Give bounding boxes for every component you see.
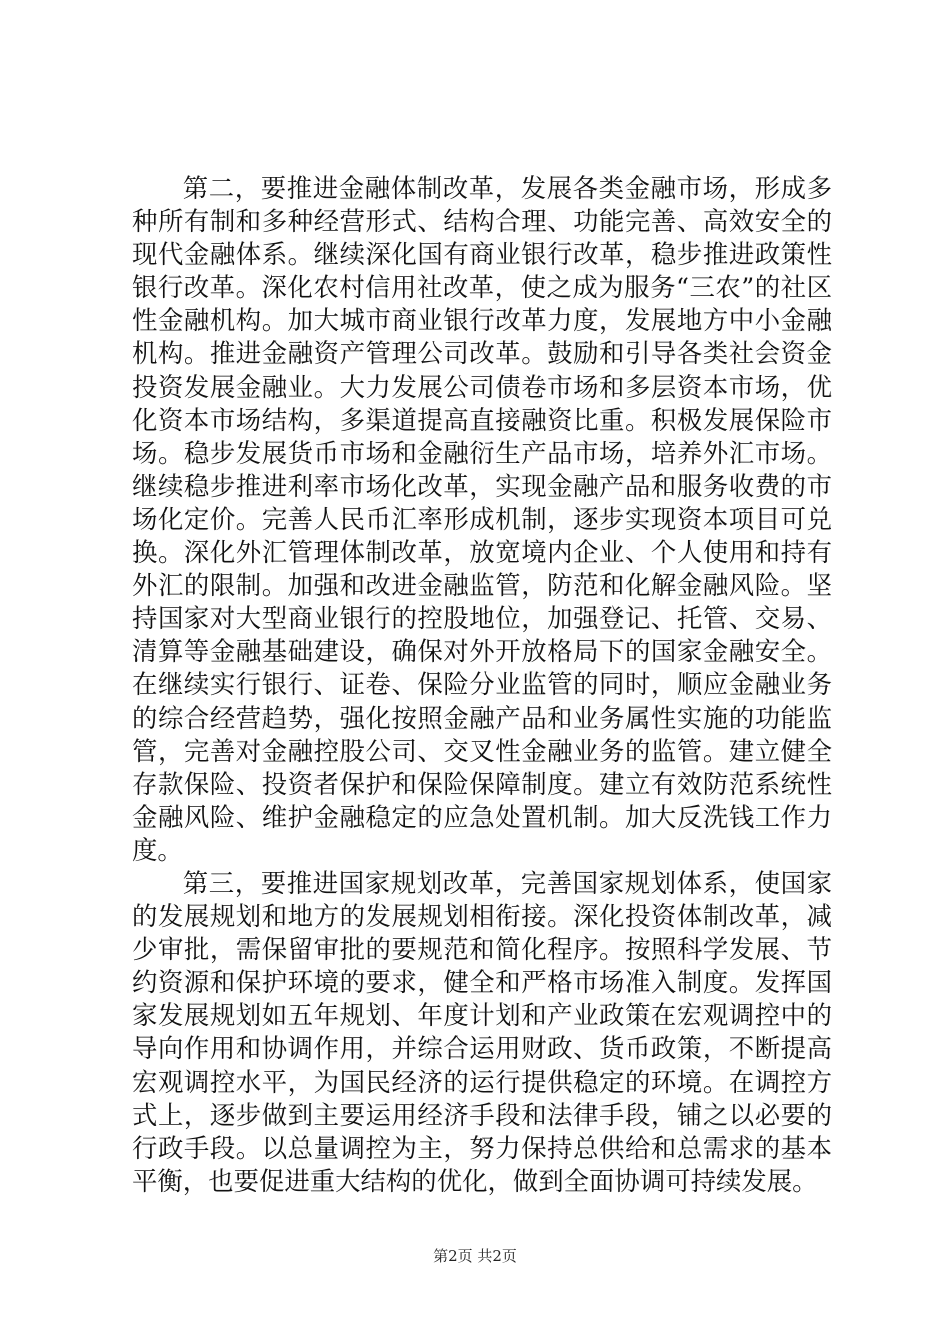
page-number-footer: 第2页 共2页 — [433, 1247, 517, 1265]
document-body — [132, 172, 832, 1198]
paragraph-planning-reform: 第三，要推进国家规划改革，完善国家规划体系，使国家的发展规划和地方的发展规划相衔接。深化投资体制改革，减少审批，需保留审批的要规范和简化程序。按照科学发展、节约资源和保护环境的要求，健全和严格市场准入制度。发挥国家发展规划如五年规划、年度计划和产业政策在宏观调控中的导向作用和协调作用，并综合运用财政、货币政策，不断提高宏观调控水平，为国民经济的运行提供稳定的环境。在调控方式上，逐步做到主要运用经济手段和法律手段，铺之以必要的行政手段。以总量调控为主，努力保持总供给和总需求的基本平衡，也要促进重大结构的优化，做到全面协调可持续发展。 — [132, 867, 832, 1196]
paragraph-financial-reform: 第二，要推进金融体制改革，发展各类金融市场，形成多种所有制和多种经营形式、结构合理、功能完善、高效安全的现代金融体系。继续深化国有商业银行改革，稳步推进政策性银行改革。深化农村信用社改革，使之成为服务“三农”的社区性金融机构。加大城市商业银行改革力度，发展地方中小金融机构。推进金融资产管理公司改革。鼓励和引导各类社会资金投资发展金融业。大力发展公司债卷市场和多层资本市场，优化资本市场结构，多渠道提高直接融资比重。积极发展保险市场。稳步发展货币市场和金融衍生产品市场，培养外汇市场。继续稳步推进利率市场化改革，实现金融产品和服务收费的市场化定价。完善人民币汇率形成机制，逐步实现资本项目可兑换。深化外汇管理体制改革，放宽境内企业、个人使用和持有外汇的限制。加强和改进金融监管，防范和化解金融风险。坚持国家对大型商业银行的控股地位，加强登记、托管、交易、清算等金融基础建设，确保对外开放格局下的国家金融安全。在继续实行银行、证卷、保险分业监管的同时，顺应金融业务的综合经营趋势，强化按照金融产品和业务属性实施的功能监管，完善对金融控股公司、交叉性金融业务的监管。建立健全存款保险、投资者保护和保险保障制度。建立有效防范系统性金融风险、维护金融稳定的应急处置机制。加大反洗钱工作力度。 — [132, 173, 832, 865]
